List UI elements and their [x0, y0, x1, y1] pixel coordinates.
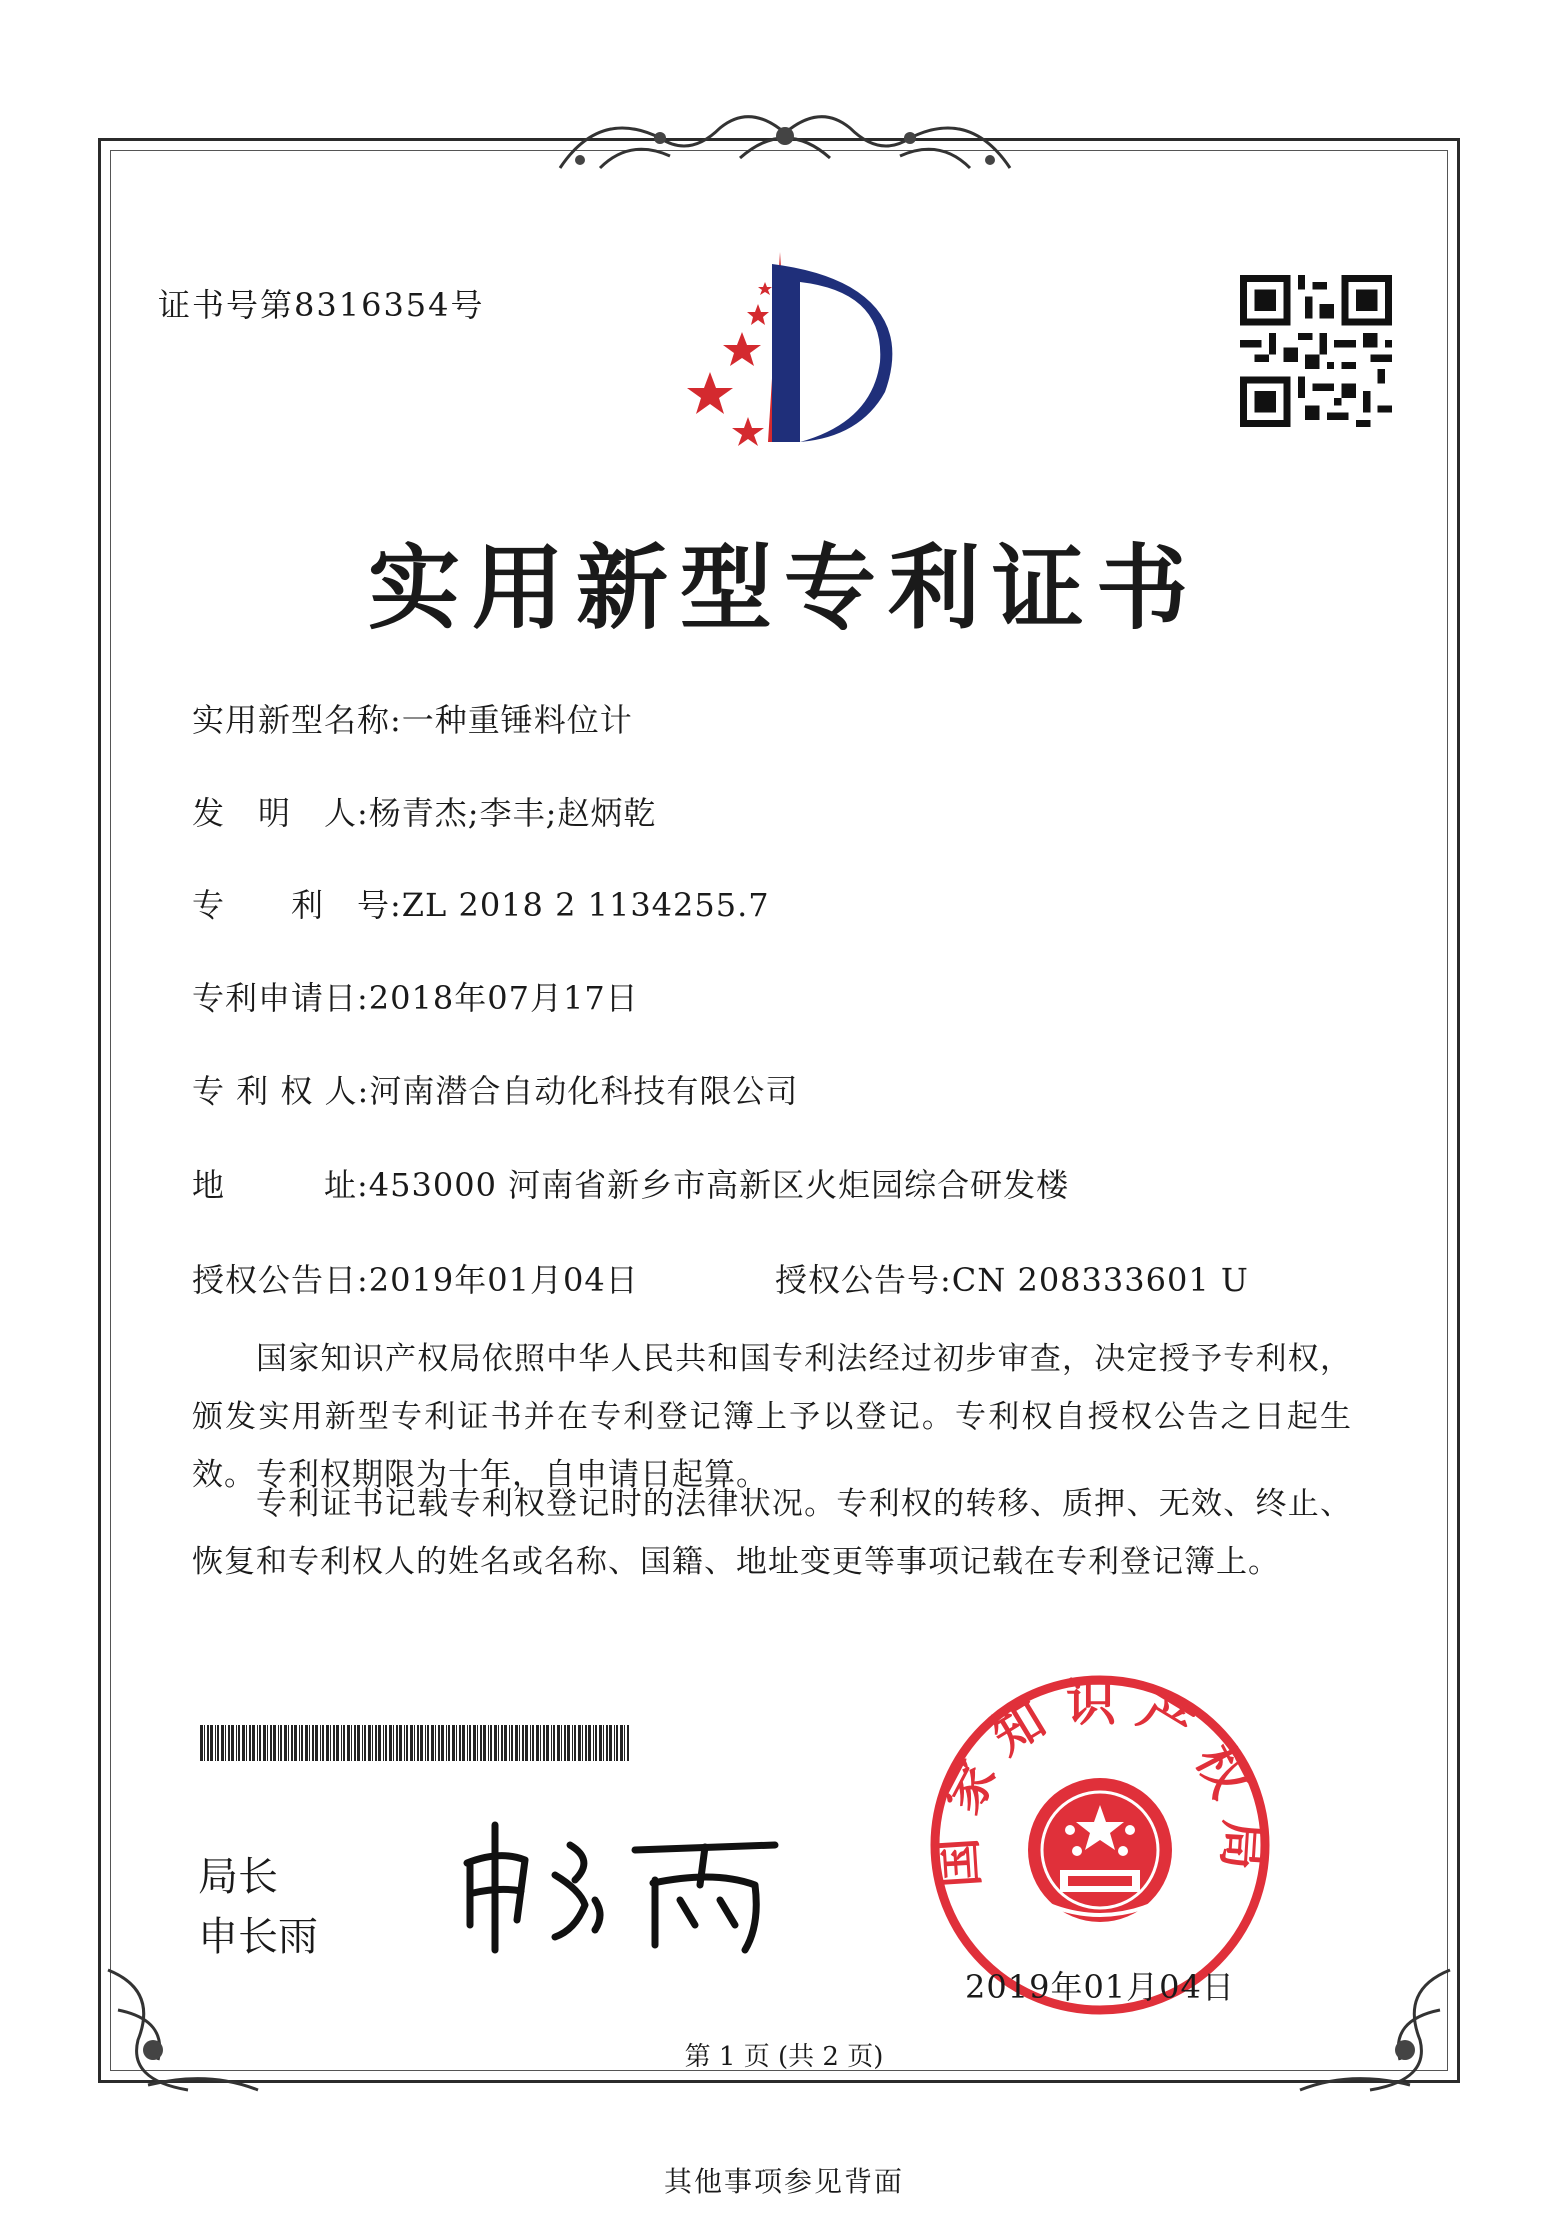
utility-model-name-label: 实用新型名称: [192, 701, 402, 739]
top-ornament [540, 98, 1030, 188]
grant-number-value: CN 208333601 U [951, 1261, 1249, 1299]
grant-statement-paragraph: 国家知识产权局依照中华人民共和国专利法经过初步审查，决定授予专利权，颁发实用新型专利证书并在专利登记簿上予以登记。专利权自授权公告之日起生效。专利权期限为十年，自申请日起算。 [192, 1341, 1352, 1493]
bottom-left-ornament [98, 1950, 268, 2100]
patent-number-row [192, 880, 770, 926]
patent-number-value: ZL 2018 2 1134255.7 [401, 886, 770, 924]
filing-date-value: 2018年07月17日 [368, 979, 639, 1017]
utility-model-name-value: 一种重锤料位计 [401, 701, 633, 739]
address-value: 453000 河南省新乡市高新区火炬园综合研发楼 [368, 1166, 1070, 1204]
patentee-value: 河南潜合自动化科技有限公司 [369, 1072, 799, 1110]
address-row [192, 1160, 1069, 1206]
director-signature [455, 1805, 785, 1955]
filing-date-label: 专利申请日: [192, 979, 369, 1017]
patent-office-logo [660, 252, 900, 452]
footer-note: 其他事项参见背面 [663, 2165, 904, 2198]
barcode [200, 1725, 630, 1761]
certificate-number: 证书号第8316354号 [158, 286, 485, 324]
seal-text: 国家知识产权局 [927, 1674, 1273, 1890]
inventor-row [192, 788, 656, 834]
grant-date-value: 2019年01月04日 [368, 1261, 639, 1299]
qr-code [1240, 275, 1392, 427]
filing-date-row [192, 973, 639, 1019]
grant-number-row [775, 1255, 1249, 1301]
inventor-label: 发 明 人: [192, 794, 369, 832]
director-title: 局长 [198, 1854, 278, 1900]
inventor-value: 杨青杰;李丰;赵炳乾 [368, 794, 657, 832]
grant-date-row [192, 1255, 639, 1301]
patent-number-label: 专 利 号: [192, 886, 402, 924]
address-label: 地 址: [192, 1166, 369, 1204]
bottom-right-ornament [1290, 1950, 1460, 2100]
patentee-label: 专 利 权 人: [192, 1072, 370, 1110]
director-name: 申长雨 [198, 1914, 318, 1960]
patentee-row [192, 1066, 798, 1112]
legal-status-paragraph: 专利证书记载专利权登记时的法律状况。专利权的转移、质押、无效、终止、恢复和专利权人的姓名或名称、国籍、地址变更等事项记载在专利登记簿上。 [192, 1486, 1352, 1580]
grant-number-label: 授权公告号: [775, 1261, 952, 1299]
seal-date: 2019年01月04日 [965, 1968, 1235, 2006]
grant-date-label: 授权公告日: [192, 1261, 369, 1299]
page-number: 第 1 页 (共 2 页) [684, 2042, 884, 2072]
certificate-title: 实用新型专利证书 [367, 534, 1200, 642]
utility-model-name-row [192, 695, 633, 741]
